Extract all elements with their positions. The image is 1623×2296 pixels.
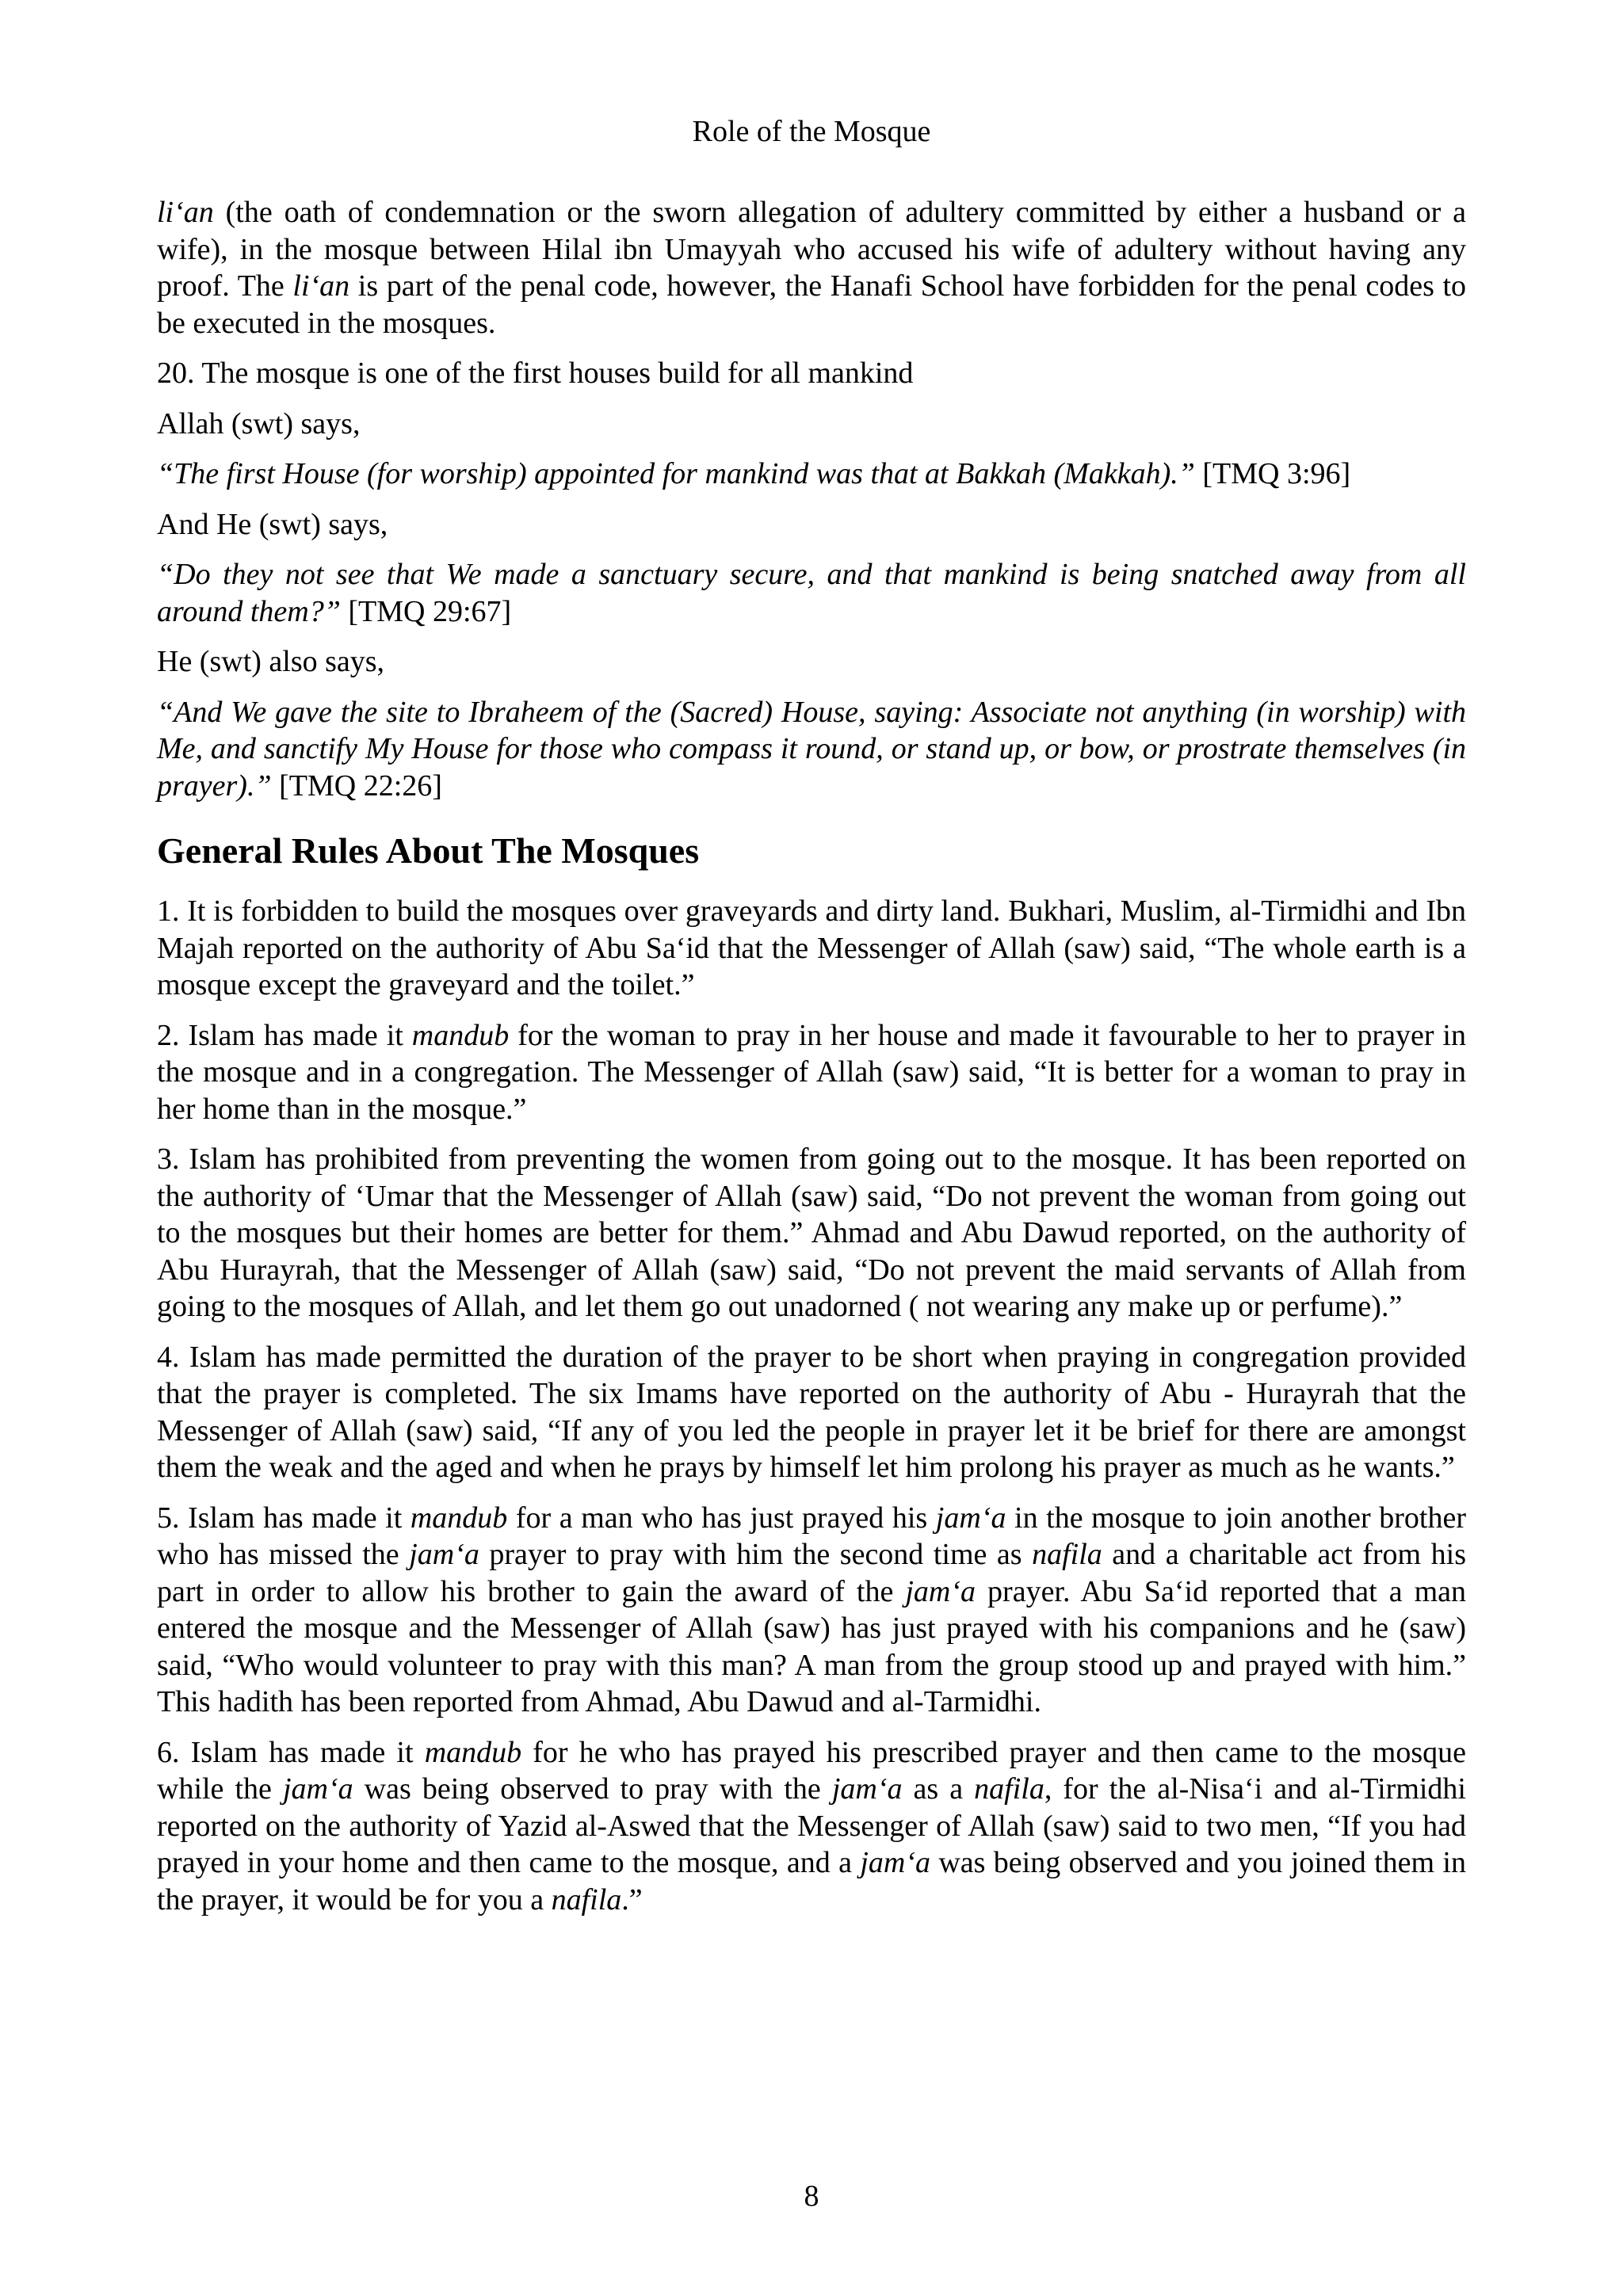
- text-span: and a charitable act from his part in order to allow his brother to gain the award of the: [157, 1538, 1466, 1608]
- term-lian: li‘an: [157, 196, 214, 229]
- paragraph-item-20: 20. The mosque is one of the first houses build for all mankind: [157, 357, 914, 390]
- quote-text: “Do they not see that We made a sanctuary secure, and that mankind is being snatched away from all around them?”: [157, 558, 1466, 628]
- text-span: is part of the penal code, however, the Hanafi School have forbidden for the penal codes to be executed in the mosques.: [157, 269, 1467, 340]
- quote-reference: [TMQ 3:96]: [1194, 457, 1351, 490]
- paragraph-he-also-says: He (swt) also says,: [157, 645, 385, 678]
- term-jama: jam‘a: [831, 1772, 903, 1806]
- text-span: 5. Islam has made it: [157, 1501, 411, 1535]
- term-mandub: mandub: [411, 1018, 510, 1052]
- quote-reference: [TMQ 29:67]: [340, 594, 512, 628]
- term-mandub: mandub: [424, 1735, 522, 1769]
- text-span: 6. Islam has made it: [157, 1735, 425, 1769]
- term-nafila: nafila: [974, 1772, 1044, 1806]
- text-span: was being observed and you joined them in the prayer, it would be for you a: [157, 1846, 1466, 1917]
- text-span: as a: [902, 1772, 975, 1806]
- rule-5: [157, 1500, 1466, 1721]
- text-span: .”: [621, 1882, 643, 1917]
- quote-text: “And We gave the site to Ibraheem of the (Sacred) House, saying: Associate not anything (in worship) with Me, and sanctify My House for those who compass it round, or stand up, or bow, or prostrate themselves (in prayer).”: [157, 695, 1466, 803]
- rule-4: 4. Islam has made permitted the duration of the prayer to be short when praying in congregation provided that the prayer is completed. The six Imams have reported on the authority of Abu - Hurayrah that the Messenger of Allah (saw) said, “If any of you led the people in prayer let it be brief for there are amongst them the weak and the aged and when he prays by himself let him prolong his prayer as much as he wants.”: [157, 1340, 1466, 1484]
- rule-1: 1. It is forbidden to build the mosques over graveyards and dirty land. Bukhari, Muslim, al-Tirmidhi and Ibn Majah reported on the authority of Abu Sa‘id that the Messenger of Allah (saw) said, “The whole earth is a mosque except the graveyard and the toilet.”: [157, 894, 1466, 1001]
- text-span: (the oath of condemnation or the sworn allegation of adultery committed by either a husband or a wife), in the mosque between Hilal ibn Umayyah who accused his wife of adultery without having any proof. The: [157, 196, 1466, 303]
- term-nafila: nafila: [551, 1882, 622, 1917]
- text-span: was being observed to pray with the: [353, 1772, 832, 1806]
- text-span: prayer. Abu Sa‘id reported that a man entered the mosque and the Messenger of Allah (saw) has just prayed with his companions and he (saw) said, “Who would volunteer to pray with this man? A man from the group stood up and prayed with him.” This hadith has been reported from Ahmad, Abu Dawud and al-Tarmidhi.: [157, 1574, 1467, 1718]
- term-jama: jam‘a: [860, 1846, 930, 1879]
- text-span: in the mosque to join another brother who has missed the: [157, 1501, 1467, 1571]
- term-jama: jam‘a: [409, 1538, 479, 1571]
- text-span: for the woman to pray in her house and made it favourable to her to prayer in the mosque and in a congregation. The Messenger of Allah (saw) said, “It is better for a woman to pray in her home than in the mosque.”: [157, 1018, 1466, 1126]
- quote-tmq-29-67: [157, 556, 1466, 630]
- rule-3: 3. Islam has prohibited from preventing the women from going out to the mosque. It has been reported on the authority of ‘Umar that the Messenger of Allah (saw) said, “Do not prevent the woman from going out to the mosques but their homes are better for them.” Ahmad and Abu Dawud reported, on the authority of Abu Hurayrah, that the Messenger of Allah (saw) said, “Do not prevent the maid servants of Allah from going to the mosques of Allah, and let them go out unadorned ( not wearing any make up or perfume).”: [157, 1142, 1466, 1323]
- paragraph-and-he-says: And He (swt) says,: [157, 507, 388, 541]
- text-span: prayer to pray with him the second time as: [479, 1538, 1033, 1571]
- term-jama: jam‘a: [935, 1501, 1006, 1535]
- paragraph-allah-says: Allah (swt) says,: [157, 406, 361, 441]
- section-heading: General Rules About The Mosques: [157, 830, 700, 871]
- page-number: 8: [804, 2180, 819, 2213]
- quote-tmq-3-96: [157, 456, 1466, 493]
- term-nafila: nafila: [1032, 1538, 1102, 1571]
- text-span: for a man who has just prayed his: [507, 1501, 936, 1535]
- text-span: for he who has prayed his prescribed prayer and then came to the mosque while the: [157, 1735, 1467, 1806]
- term-jama: jam‘a: [905, 1574, 976, 1608]
- term-mandub: mandub: [410, 1501, 508, 1535]
- text-span: , for the al-Nisa‘i and al-Tirmidhi reported on the authority of Yazid al-Aswed that the Messenger of Allah (saw) said to two men, “If you had prayed in your home and then came to the mosque, and a: [157, 1772, 1466, 1879]
- quote-text: “The first House (for worship) appointed for mankind was that at Bakkah (Makkah).”: [157, 457, 1195, 490]
- page-body: [157, 194, 1466, 1932]
- rule-6: [157, 1734, 1466, 1919]
- rule-2: [157, 1017, 1466, 1128]
- paragraph-lian: [157, 194, 1466, 341]
- running-header: Role of the Mosque: [692, 115, 931, 148]
- text-span: 2. Islam has made it: [157, 1018, 412, 1052]
- term-lian: li‘an: [292, 269, 350, 303]
- quote-reference: [TMQ 22:26]: [271, 769, 442, 803]
- quote-tmq-22-26: [157, 694, 1466, 805]
- term-jama: jam‘a: [282, 1772, 353, 1806]
